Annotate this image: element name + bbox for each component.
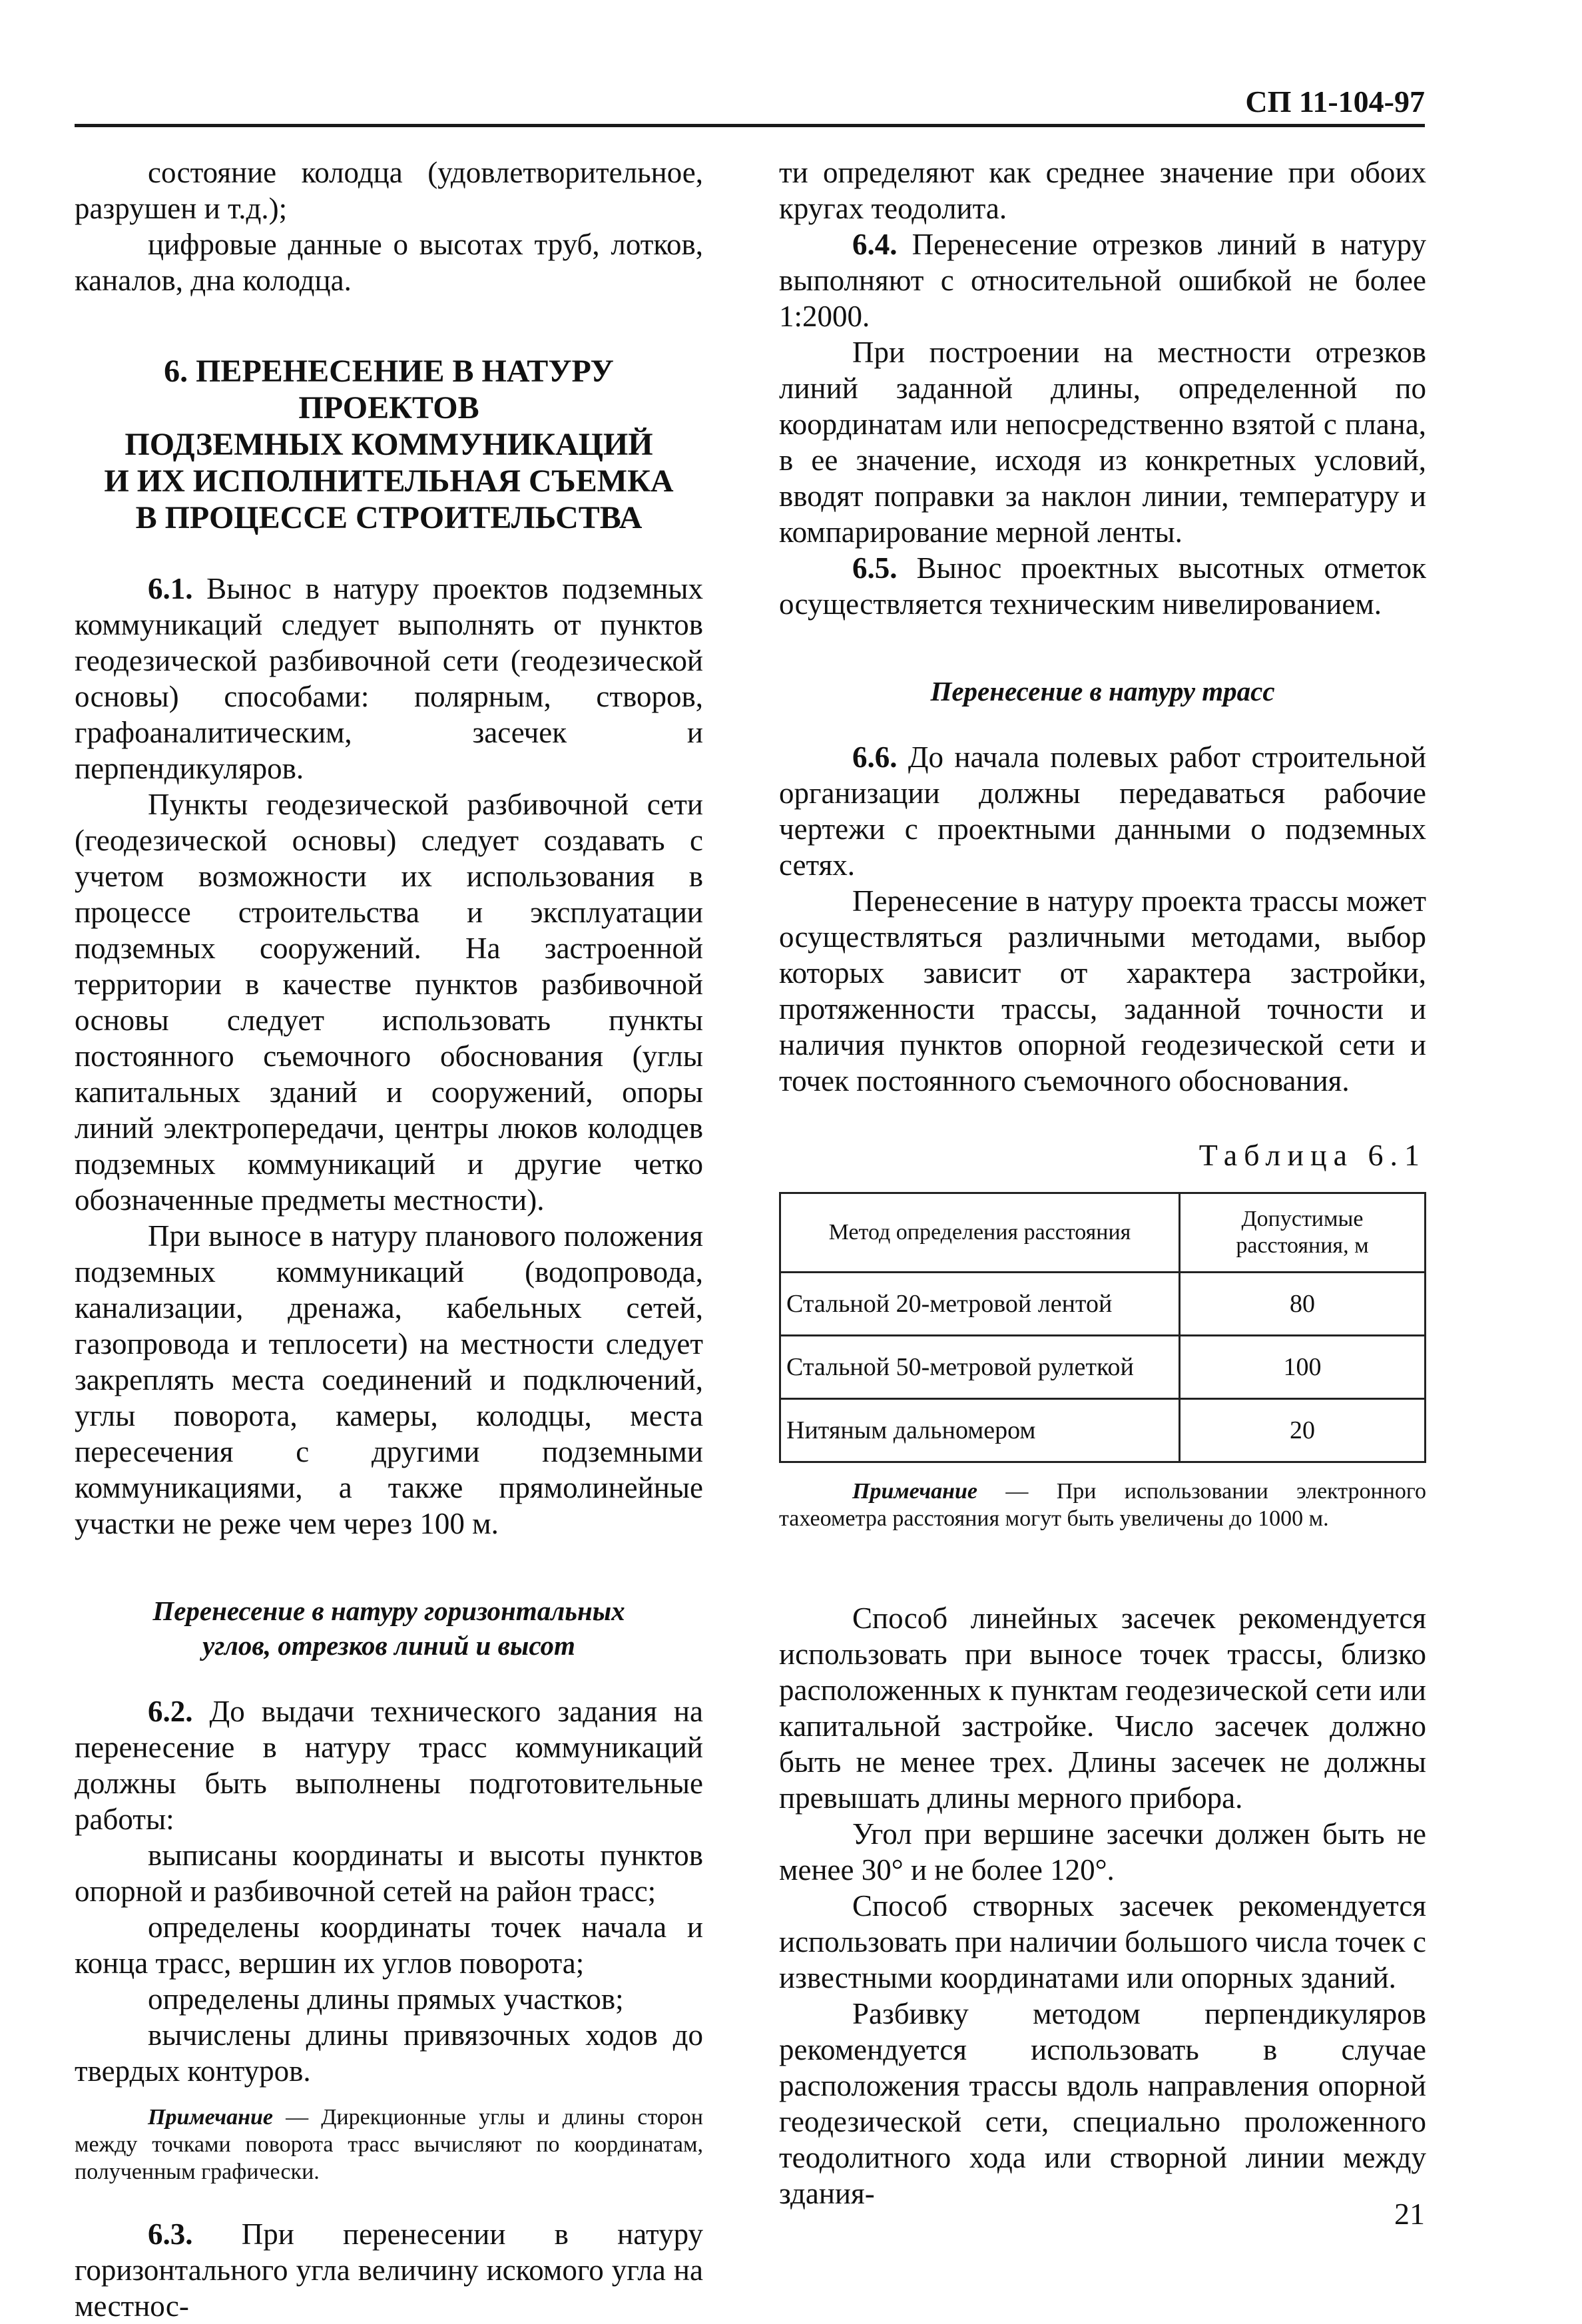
table-header-cell: Метод определения расстояния [780,1193,1180,1273]
clause-number: 6.4. [852,228,898,261]
clause-number: 6.6. [852,740,898,774]
clause-text: Вынос проектных высотных отметок осуществляется техническим нивелированием. [779,551,1426,621]
clause-6-4 [779,226,1426,334]
table-header-cell: Допустимые расстояния, м [1179,1193,1425,1273]
paragraph: Способ линейных засечек рекомендуется использовать при выносе точек трассы, близко расположенных к пунктам геодезической сети или капитальной застройке. Число засечек должно быть не менее трех. Длины засечек не должны превышать длины мерного прибора. [779,1601,1426,1815]
left-column [75,154,703,2324]
clause-6-5 [779,550,1426,622]
document-code: СП 11-104-97 [1245,85,1425,119]
subsection-heading-line: углов, отрезков линий и высот [202,1630,575,1661]
table-row [780,1399,1426,1462]
paragraph: При выносе в натуру планового положения подземных коммуникаций (водопровода, канализации, дренажа, кабельных сетей, газопровода и теплосети) на местности следует закреплять места соединений и подключений, углы поворота, камеры, колодцы, места пересечения с другими подземными коммуникациями, а также прямолинейные участки не реже чем через 100 м. [75,1219,703,1540]
clause-number: 6.3. [148,2217,193,2251]
table-cell: 100 [1179,1336,1425,1399]
clause-number: 6.1. [148,572,193,605]
paragraph: состояние колодца (удовлетворительное, разрушен и т.д.); [75,156,703,225]
paragraph: Разбивку методом перпендикуляров рекомендуется использовать в случае расположения трассы вдоль направления опорной геодезической сети, специально проложенного теодолитного хода или створной линии между здания- [779,1997,1426,2210]
clause-text: До выдачи технического задания на перенесение в натуру трасс коммуникаций должны быть выполнены подготовительные работы: [75,1695,703,1836]
clause-text: До начала полевых работ строительной организации должны передаваться рабочие чертежи с проектными данными о подземных сетях. [779,740,1426,882]
table-caption: Таблица 6.1 [1198,1138,1426,1172]
paragraph: Пункты геодезической разбивочной сети (геодезической основы) следует создавать с учетом возможности их использования в процессе строительства и эксплуатации подземных сооружений. На застроенной территории в качестве пунктов разбивочной основы следует использовать пункты постоянного съемочного обоснования (углы капитальных зданий и сооружений, опоры линий электропередачи, центры люков колодцев подземных коммуникаций и другие четко обозначенные предметы местности). [75,788,703,1217]
right-column [779,154,1426,2211]
section-heading-line: ПОДЗЕМНЫХ КОММУНИКАЦИЙ [125,427,653,462]
note-text: — Дирекционные углы и длины сторон между точками поворота трасс вычисляют по координатам, полученным графически. [75,2105,703,2184]
paragraph: ти определяют как среднее значение при обоих кругах теодолита. [779,156,1426,225]
subsection-heading-line: Перенесение в натуру горизонтальных [152,1596,625,1626]
clause-6-2 [75,1693,703,1837]
section-heading-line: 6. ПЕРЕНЕСЕНИЕ В НАТУРУ ПРОЕКТОВ [164,354,614,426]
list-item: определены длины прямых участков; [148,1982,624,2016]
table-cell: 20 [1179,1399,1425,1462]
list-item: определены координаты точек начала и конца трасс, вершин их углов поворота; [75,1910,703,1980]
list-item: выписаны координаты и высоты пунктов опорной и разбивочной сетей на район трасс; [75,1839,703,1908]
note-text: — При использовании электронного тахеометра расстояния могут быть увеличены до 1000 м. [779,1479,1426,1531]
paragraph: Угол при вершине засечки должен быть не менее 30° и не более 120°. [779,1817,1426,1887]
section-heading [75,353,703,536]
paragraph: Перенесение в натуру проекта трассы может осуществляться различными методами, выбор которых зависит от характера застройки, протяженности трассы, заданной точности и наличия пунктов опорной геодезической сети и точек постоянного съемочного обоснования. [779,884,1426,1097]
note-label: Примечание [148,2105,274,2130]
note-label: Примечание [852,1479,978,1504]
clause-text: При перенесении в натуру горизонтального угла величину искомого угла на местнос- [75,2217,703,2323]
table-cell: Нитяным дальномером [780,1399,1180,1462]
table-header-row [780,1193,1426,1273]
table-cell: Стальной 20-метровой лентой [780,1273,1180,1336]
clause-6-3 [75,2216,703,2324]
clause-text: Вынос в натуру проектов подземных коммуникаций следует выполнять от пунктов геодезической разбивочной сети (геодезической основы) способами: полярным, створов, графоаналитическим, засечек и перпендикуляров. [75,572,703,785]
clause-number: 6.2. [148,1695,193,1728]
table-row [780,1336,1426,1399]
note [75,2104,703,2185]
section-heading-line: И ИХ ИСПОЛНИТЕЛЬНАЯ СЪЕМКА [104,463,674,499]
paragraph: цифровые данные о высотах труб, лотков, каналов, дна колодца. [75,228,703,297]
list-item: вычислены длины привязочных ходов до твердых контуров. [75,2018,703,2088]
note [779,1478,1426,1532]
clause-6-1 [75,571,703,786]
distance-table [779,1192,1426,1463]
page-number: 21 [1394,2197,1425,2231]
section-heading-line: В ПРОЦЕССЕ СТРОИТЕЛЬСТВА [135,500,643,535]
clause-6-6 [779,739,1426,883]
clause-text: Перенесение отрезков линий в натуру выполняют с относительной ошибкой не более 1:2000. [779,228,1426,333]
clause-number: 6.5. [852,551,898,585]
table-cell: 80 [1179,1273,1425,1336]
paragraph: Способ створных засечек рекомендуется использовать при наличии большого числа точек с известными координатами или опорных зданий. [779,1889,1426,1994]
table-row [780,1273,1426,1336]
table-cell: Стальной 50-метровой рулеткой [780,1336,1180,1399]
paragraph: При построении на местности отрезков линий заданной длины, определенной по координатам или непосредственно взятой с плана, в ее значение, исходя из конкретных условий, вводят поправки за наклон линии, температуру и компарирование мерной ленты. [779,336,1426,549]
subsection-heading: Перенесение в натуру трасс [930,676,1275,707]
spacer [779,1563,1426,1600]
header-rule [75,124,1425,127]
subsection-heading [75,1594,703,1663]
